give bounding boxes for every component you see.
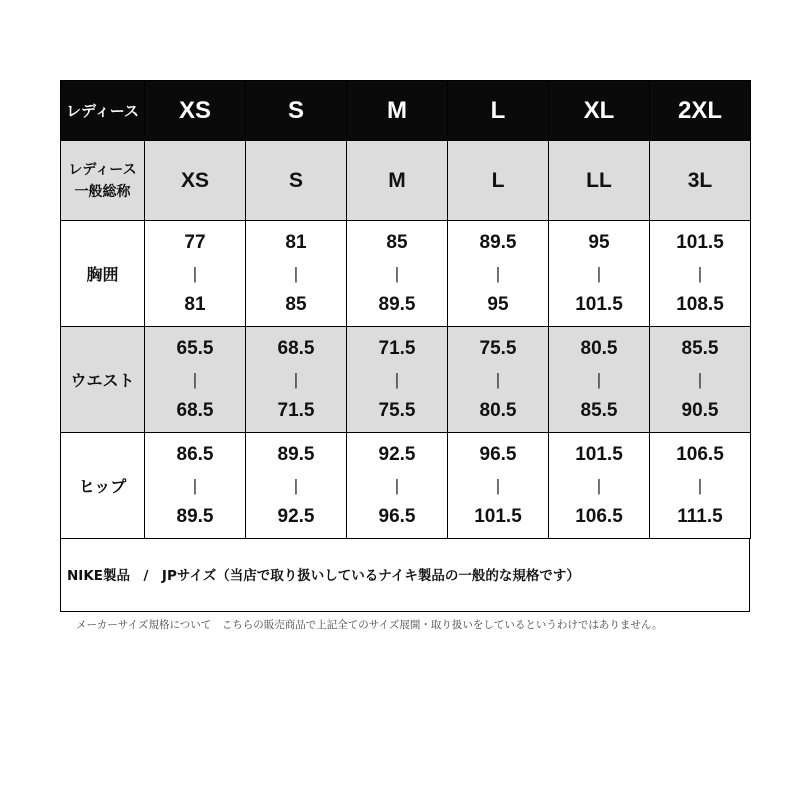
measure-label: ウエスト xyxy=(61,327,145,433)
range-cell xyxy=(145,433,246,539)
range-to: 68.5 xyxy=(176,399,214,421)
general-size-row xyxy=(61,141,751,221)
range-from: 77 xyxy=(184,231,206,253)
header-size: S xyxy=(246,81,347,141)
range-cell xyxy=(145,221,246,327)
range-from: 106.5 xyxy=(676,443,724,465)
range-cell xyxy=(347,327,448,433)
range-cell xyxy=(145,327,246,433)
range-separator: | xyxy=(192,264,198,283)
range-cell xyxy=(650,433,751,539)
range-separator: | xyxy=(596,264,602,283)
header-row xyxy=(61,81,751,141)
range-to: 80.5 xyxy=(479,399,517,421)
range-from: 71.5 xyxy=(378,337,416,359)
range-from: 92.5 xyxy=(378,443,416,465)
range-from: 86.5 xyxy=(176,443,214,465)
range-to: 95 xyxy=(487,293,509,315)
range-separator: | xyxy=(495,264,501,283)
measure-label: 胸囲 xyxy=(61,221,145,327)
range-separator: | xyxy=(293,370,299,389)
range-cell xyxy=(549,221,650,327)
measure-label: ヒップ xyxy=(61,433,145,539)
range-separator: | xyxy=(697,264,703,283)
header-label: レディース xyxy=(61,81,145,141)
range-to: 85.5 xyxy=(580,399,618,421)
range-to: 101.5 xyxy=(575,293,623,315)
general-size: S xyxy=(246,141,347,221)
range-to: 75.5 xyxy=(378,399,416,421)
range-from: 89.5 xyxy=(479,231,517,253)
range-cell xyxy=(347,221,448,327)
range-cell xyxy=(448,221,549,327)
range-from: 81 xyxy=(285,231,307,253)
range-from: 96.5 xyxy=(479,443,517,465)
range-separator: | xyxy=(495,476,501,495)
range-to: 89.5 xyxy=(378,293,416,315)
footnote: メーカーサイズ規格について こちらの販売商品で上記全てのサイズ展開・取り扱いをしているというわけではありません。 xyxy=(76,619,663,631)
range-to: 101.5 xyxy=(474,505,522,527)
range-cell xyxy=(549,327,650,433)
range-cell xyxy=(448,433,549,539)
range-separator: | xyxy=(394,370,400,389)
range-to: 111.5 xyxy=(677,505,723,527)
general-label-line1: レディース xyxy=(68,161,137,178)
range-cell xyxy=(549,433,650,539)
range-to: 81 xyxy=(184,293,206,315)
hip-row xyxy=(61,433,751,539)
range-to: 90.5 xyxy=(681,399,719,421)
range-to: 92.5 xyxy=(277,505,315,527)
general-size: L xyxy=(448,141,549,221)
range-separator: | xyxy=(697,476,703,495)
size-chart-table xyxy=(60,80,751,539)
range-from: 101.5 xyxy=(575,443,623,465)
general-size: M xyxy=(347,141,448,221)
range-cell xyxy=(650,327,751,433)
range-separator: | xyxy=(596,370,602,389)
range-from: 75.5 xyxy=(479,337,517,359)
header-size: XL xyxy=(549,81,650,141)
range-cell xyxy=(246,327,347,433)
general-label-line2: 一般総称 xyxy=(74,183,131,200)
range-from: 85.5 xyxy=(681,337,719,359)
range-from: 89.5 xyxy=(277,443,315,465)
range-separator: | xyxy=(394,264,400,283)
range-to: 108.5 xyxy=(676,293,724,315)
range-cell xyxy=(347,433,448,539)
header-size: XS xyxy=(145,81,246,141)
range-separator: | xyxy=(697,370,703,389)
range-from: 65.5 xyxy=(176,337,214,359)
range-separator: | xyxy=(394,476,400,495)
range-separator: | xyxy=(293,264,299,283)
range-separator: | xyxy=(596,476,602,495)
range-from: 85 xyxy=(386,231,408,253)
header-size: 2XL xyxy=(650,81,751,141)
waist-row xyxy=(61,327,751,433)
range-from: 68.5 xyxy=(277,337,315,359)
range-separator: | xyxy=(192,370,198,389)
range-cell xyxy=(448,327,549,433)
range-to: 85 xyxy=(285,293,307,315)
range-cell xyxy=(246,433,347,539)
header-size: L xyxy=(448,81,549,141)
range-to: 106.5 xyxy=(575,505,623,527)
range-separator: | xyxy=(293,476,299,495)
note-box xyxy=(60,538,750,612)
range-cell xyxy=(246,221,347,327)
range-to: 71.5 xyxy=(277,399,315,421)
general-size: LL xyxy=(549,141,650,221)
range-separator: | xyxy=(495,370,501,389)
general-size: XS xyxy=(145,141,246,221)
general-size: 3L xyxy=(650,141,751,221)
range-cell xyxy=(650,221,751,327)
general-label xyxy=(61,141,145,221)
range-from: 80.5 xyxy=(580,337,618,359)
range-to: 89.5 xyxy=(176,505,214,527)
range-from: 95 xyxy=(588,231,610,253)
range-from: 101.5 xyxy=(676,231,724,253)
chest-row xyxy=(61,221,751,327)
header-size: M xyxy=(347,81,448,141)
range-separator: | xyxy=(192,476,198,495)
range-to: 96.5 xyxy=(378,505,416,527)
brand-size-note: NIKE製品 / JPサイズ（当店で取り扱いしているナイキ製品の一般的な規格です） xyxy=(67,568,580,584)
